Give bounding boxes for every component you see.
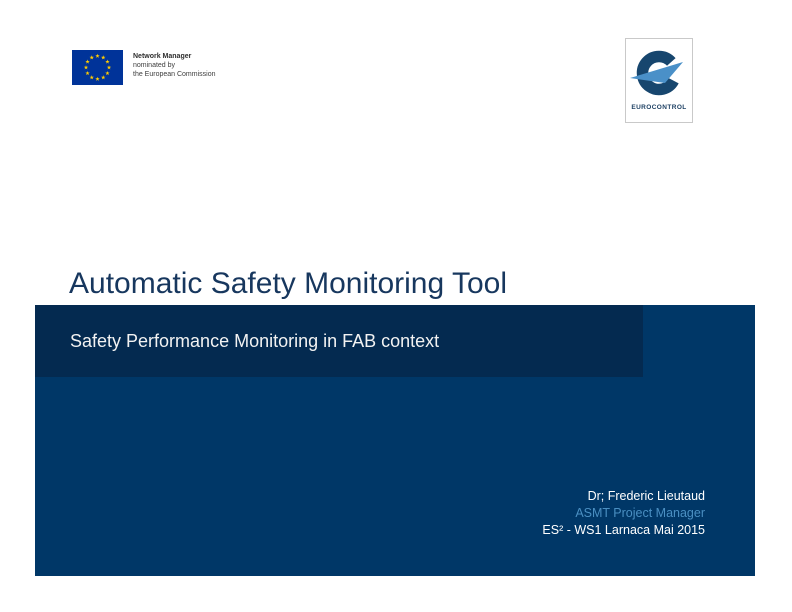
slide-title: Automatic Safety Monitoring Tool xyxy=(69,267,508,300)
eu-flag-icon xyxy=(72,50,123,85)
eurocontrol-label: EUROCONTROL xyxy=(631,104,687,111)
credits-block xyxy=(542,488,705,538)
slide-subtitle: Safety Performance Monitoring in FAB context xyxy=(70,330,440,351)
eurocontrol-logo xyxy=(625,38,693,123)
network-manager-text xyxy=(133,52,216,79)
subtitle-band xyxy=(35,305,643,377)
author-name: Dr; Frederic Lieutaud xyxy=(587,489,705,503)
european-commission-line: the European Commission xyxy=(133,71,216,78)
eurocontrol-emblem-icon xyxy=(626,44,692,102)
network-manager-title: Network Manager xyxy=(133,53,192,60)
nominated-by-line: nominated by xyxy=(133,62,176,69)
event-line: ES² - WS1 Larnaca Mai 2015 xyxy=(542,522,705,537)
author-role: ASMT Project Manager xyxy=(575,505,705,520)
network-manager-logo xyxy=(72,50,216,85)
